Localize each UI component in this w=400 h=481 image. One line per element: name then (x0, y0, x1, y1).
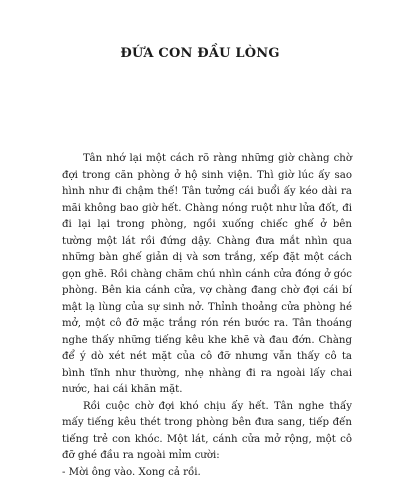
chapter-body (62, 151, 352, 481)
paragraph-1: Tân nhớ lại một cách rõ ràng những giờ chàng chờ đợi trong căn phòng ở hộ sinh viện. Thì giờ lúc ấy sao hình như đi chậm thế! Tân tưởng cái buổi ấy kéo dài ra mãi không bao giờ hết. Chàng nóng ruột như lửa đốt, đi đi lại lại trong phòng, ngồi xuống chiếc ghế ở bên tường một lát rồi đứng dậy. Chàng đưa mắt nhìn qua những bàn ghế giản dị và sơn trắng, xếp đặt một cách gọn ghẽ. Rồi chàng chăm chú nhìn cánh cửa đóng ở góc phòng. Bên kia cánh cửa, vợ chàng đang chờ đợi cái bí mật lạ lùng của sự sinh nở. Thỉnh thoảng cửa phòng hé mở, một cô đỡ mặc trắng rón rén bước ra. Tân thoáng nghe thấy những tiếng kêu khe khẽ và đau đớn. Chàng để ý dò xét nét mặt của cô đỡ nhưng vẫn thấy cô ta bình tĩnh như thường, nhẹ nhàng đi ra ngoài lấy chai nước, hai cái khăn mặt. (62, 151, 352, 399)
paragraph-2: Rồi cuộc chờ đợi khó chịu ấy hết. Tân nghe thấy mấy tiếng kêu thét trong phòng bên đưa sang, tiếp đến tiếng trẻ con khóc. Một lát, cánh cửa mở rộng, một cô đỡ ghé đầu ra ngoài mỉm cười: (62, 399, 352, 465)
dialogue-line: - Mời ông vào. Xong cả rồi. (62, 465, 352, 481)
chapter-title: ĐỨA CON ĐẦU LÒNG (0, 46, 400, 62)
